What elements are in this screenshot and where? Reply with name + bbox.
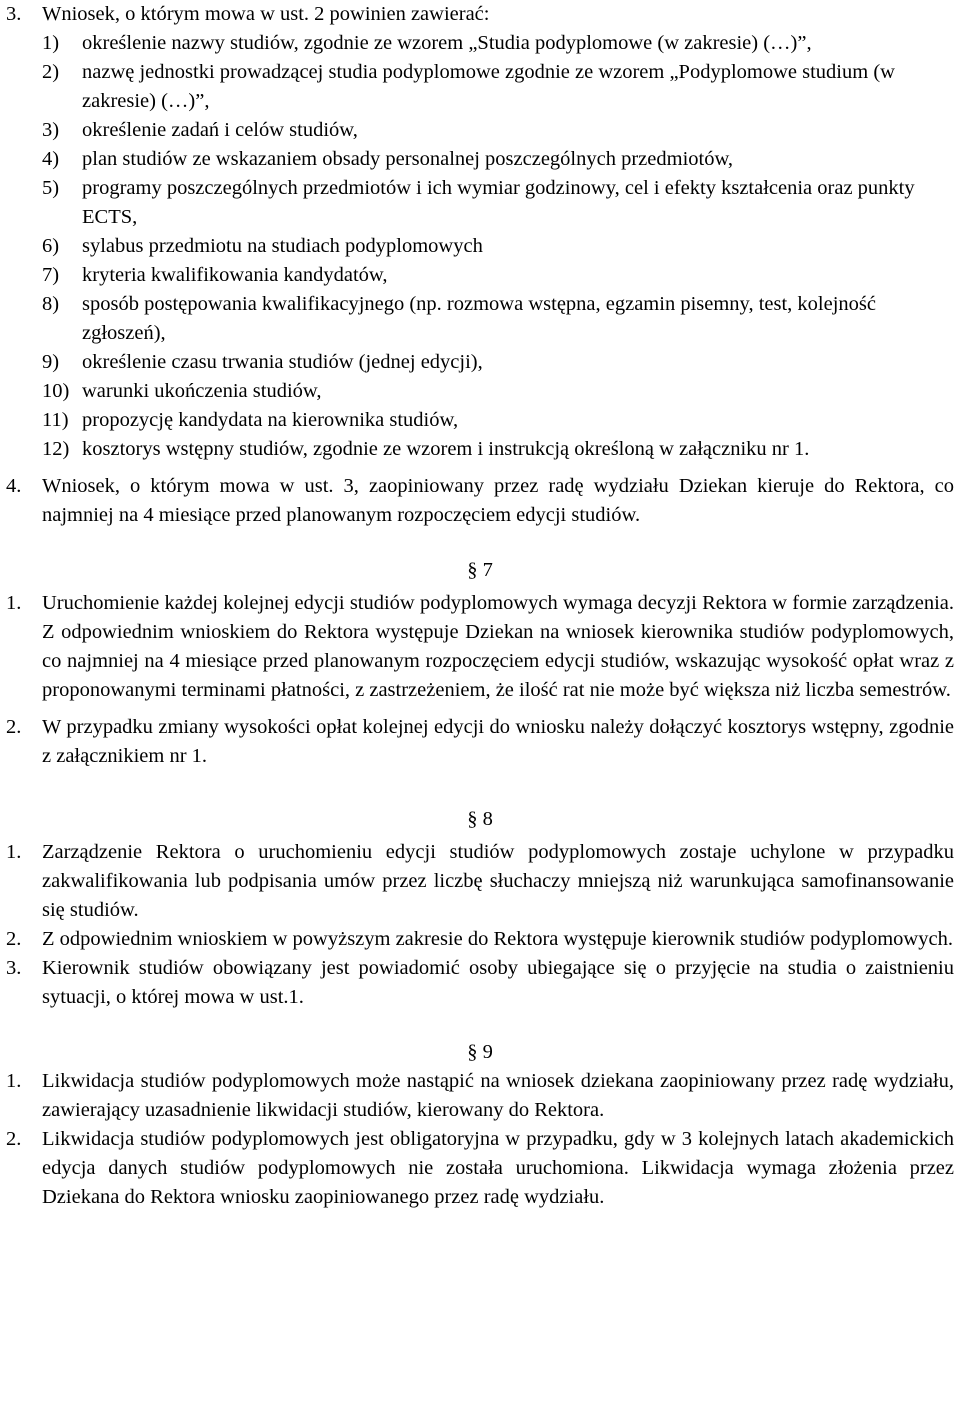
section-8-item-3 bbox=[6, 954, 954, 1012]
section-7-item-1 bbox=[6, 589, 954, 705]
item-text: Likwidacja studiów podyplomowych jest obligatoryjna w przypadku, gdy w 3 kolejnych latach akademickich edycja danych studiów podyplomowych nie została uruchomiona. Likwidacja wymaga złożenia przez Dziekana do Rektora wniosku zaopiniowanego przez radę wydziału. bbox=[42, 1128, 954, 1208]
subitem-text: sposób postępowania kwalifikacyjnego (np. rozmowa wstępna, egzamin pisemny, test, kolejność zgłoszeń), bbox=[82, 293, 876, 344]
subitem-number: 6) bbox=[42, 235, 60, 257]
subitem-11 bbox=[6, 406, 954, 435]
item-text: Uruchomienie każdej kolejnej edycji studiów podyplomowych wymaga decyzji Rektora w formie zarządzenia. Z odpowiednim wnioskiem do Rektora występuje Dziekan na wniosek kierownika studiów podyplomowych, co najmniej na 4 miesiące przed planowanym rozpoczęciem edycji studiów, wskazując wysokość opłat wraz z proponowanymi terminami płatności, z zastrzeżeniem, że ilość rat nie może być większa niż liczba semestrów. bbox=[42, 592, 954, 701]
subitem-number: 2) bbox=[42, 61, 60, 83]
item-text: Z odpowiednim wnioskiem w powyższym zakresie do Rektora występuje kierownik studiów podyplomowych. bbox=[42, 928, 953, 950]
subitem-2 bbox=[6, 58, 954, 116]
subitem-text: plan studiów ze wskazaniem obsady personalnej poszczególnych przedmiotów, bbox=[82, 148, 734, 170]
section-heading-7: § 7 bbox=[467, 559, 493, 581]
sublist bbox=[6, 29, 954, 464]
item-number: 2. bbox=[6, 928, 22, 950]
item-text: Wniosek, o którym mowa w ust. 2 powinien zawierać: bbox=[42, 3, 490, 25]
item-number: 1. bbox=[6, 841, 22, 863]
subitem-10 bbox=[6, 377, 954, 406]
subitem-text: kosztorys wstępny studiów, zgodnie ze wzorem i instrukcją określoną w załączniku nr 1. bbox=[82, 438, 810, 460]
subitem-12 bbox=[6, 435, 954, 464]
item-number: 2. bbox=[6, 716, 22, 738]
item-4 bbox=[6, 472, 954, 530]
section-9-item-2 bbox=[6, 1125, 954, 1212]
item-text: Kierownik studiów obowiązany jest powiadomić osoby ubiegające się o przyjęcie na studia o zaistnieniu sytuacji, o której mowa w ust.1. bbox=[42, 957, 954, 1008]
section-7-item-2 bbox=[6, 713, 954, 771]
item-number: 1. bbox=[6, 1070, 22, 1092]
subitem-number: 1) bbox=[42, 32, 60, 54]
item-number: 3. bbox=[6, 3, 22, 25]
section-8-item-2 bbox=[6, 925, 954, 954]
item-number: 3. bbox=[6, 957, 22, 979]
subitem-number: 11) bbox=[42, 409, 69, 431]
subitem-text: propozycję kandydata na kierownika studiów, bbox=[82, 409, 459, 431]
item-number: 1. bbox=[6, 592, 22, 614]
subitem-5 bbox=[6, 174, 954, 232]
subitem-number: 5) bbox=[42, 177, 60, 199]
subitem-1 bbox=[6, 29, 954, 58]
subitem-text: warunki ukończenia studiów, bbox=[82, 380, 322, 402]
subitem-number: 10) bbox=[42, 380, 70, 402]
subitem-text: określenie zadań i celów studiów, bbox=[82, 119, 358, 141]
subitem-number: 3) bbox=[42, 119, 60, 141]
item-number: 2. bbox=[6, 1128, 22, 1150]
section-9-item-1 bbox=[6, 1067, 954, 1125]
subitem-text: sylabus przedmiotu na studiach podyplomowych bbox=[82, 235, 483, 257]
item-text: W przypadku zmiany wysokości opłat kolejnej edycji do wniosku należy dołączyć kosztorys wstępny, zgodnie z załącznikiem nr 1. bbox=[42, 716, 954, 767]
subitem-number: 9) bbox=[42, 351, 60, 373]
item-number: 4. bbox=[6, 475, 22, 497]
subitem-9 bbox=[6, 348, 954, 377]
item-text: Zarządzenie Rektora o uruchomieniu edycji studiów podyplomowych zostaje uchylone w przypadku zakwalifikowania lub podpisania umów przez liczbę słuchaczy mniejszą niż warunkująca samofinansowanie się studiów. bbox=[42, 841, 954, 921]
item-3 bbox=[6, 0, 954, 29]
subitem-7 bbox=[6, 261, 954, 290]
subitem-text: programy poszczególnych przedmiotów i ich wymiar godzinowy, cel i efekty kształcenia oraz punkty ECTS, bbox=[82, 177, 915, 228]
subitem-number: 7) bbox=[42, 264, 60, 286]
subitem-6 bbox=[6, 232, 954, 261]
subitem-4 bbox=[6, 145, 954, 174]
subitem-text: określenie czasu trwania studiów (jednej edycji), bbox=[82, 351, 483, 373]
item-text: Wniosek, o którym mowa w ust. 3, zaopiniowany przez radę wydziału Dziekan kieruje do Rektora, co najmniej na 4 miesiące przed planowanym rozpoczęciem edycji studiów. bbox=[42, 475, 954, 526]
item-text: Likwidacja studiów podyplomowych może nastąpić na wniosek dziekana zaopiniowany przez radę wydziału, zawierający uzasadnienie likwidacji studiów, kierowany do Rektora. bbox=[42, 1070, 954, 1121]
subitem-text: kryteria kwalifikowania kandydatów, bbox=[82, 264, 388, 286]
subitem-number: 8) bbox=[42, 293, 60, 315]
section-heading-9: § 9 bbox=[467, 1041, 493, 1063]
section-8-item-1 bbox=[6, 838, 954, 925]
subitem-number: 12) bbox=[42, 438, 70, 460]
subitem-number: 4) bbox=[42, 148, 60, 170]
subitem-8 bbox=[6, 290, 954, 348]
subitem-text: określenie nazwy studiów, zgodnie ze wzorem „Studia podyplomowe (w zakresie) (…)”, bbox=[82, 32, 812, 54]
section-heading-8: § 8 bbox=[467, 808, 493, 830]
subitem-text: nazwę jednostki prowadzącej studia podyplomowe zgodnie ze wzorem „Podyplomowe studium (w zakresie) (…)”, bbox=[82, 61, 895, 112]
subitem-3 bbox=[6, 116, 954, 145]
